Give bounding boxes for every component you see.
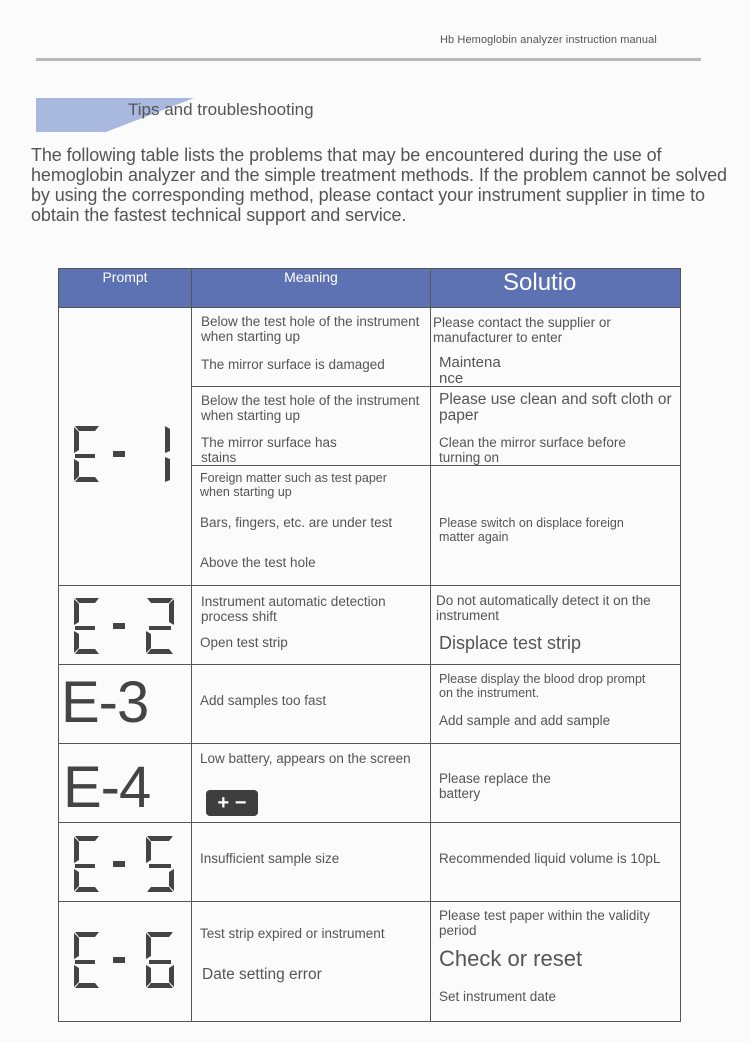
e1-meaning-3b: Bars, fingers, etc. are under test [200,515,393,530]
error-code-e1-display [73,424,183,484]
e6-solution-2: Check or reset [439,946,583,971]
table-row [59,308,681,387]
e6-solution [431,902,681,1022]
e1-meaning-3c: Above the test hole [200,555,316,570]
table-row [59,823,681,902]
table-row [59,586,681,665]
e6-solution-3: Set instrument date [439,989,557,1004]
e4-solution [431,744,681,823]
e1-solution-1b: Maintena nce [439,354,501,387]
prompt-e5-cell [59,823,192,902]
e1-meaning-2 [192,387,431,466]
e1-meaning-1 [192,308,431,387]
e1-solution-3a: Please switch on displace foreign matter again [439,516,624,544]
header-rule [36,58,701,61]
prompt-e4-cell [59,744,192,823]
e6-meaning-1: Test strip expired or instrument [200,926,385,941]
e3-solution-2: Add sample and add sample [439,713,611,728]
prompt-e1-cell [59,308,192,586]
table-row [59,744,681,823]
header-meaning: Meaning [192,269,431,308]
section-tab-marker [36,98,106,132]
e6-solution-1: Please test paper within the validity period [439,908,650,938]
header-prompt: Prompt [59,269,192,308]
e5-solution-1: Recommended liquid volume is 10pL [439,851,661,866]
table-row [59,902,681,1022]
troubleshooting-table [58,268,681,1022]
e1-meaning-3a: Foreign matter such as test paper when starting up [200,471,387,499]
e2-solution-1: Do not automatically detect it on the instrument [436,593,651,623]
page-header-title: Hb Hemoglobin analyzer instruction manual [440,34,657,46]
prompt-e3-cell [59,665,192,744]
e1-solution-1 [431,308,681,387]
prompt-e6-cell [59,902,192,1022]
e1-meaning-1b: The mirror surface is damaged [201,357,385,372]
e1-meaning-2b: The mirror surface has stains [201,435,337,465]
header-solution: Solutio [431,269,681,308]
e3-solution [431,665,681,744]
e2-meaning-2: Open test strip [200,635,288,650]
e3-meaning [192,665,431,744]
e2-solution [431,586,681,665]
e1-solution-1a: Please contact the supplier or manufacturer to enter [433,315,611,345]
e2-meaning [192,586,431,665]
e3-meaning-1: Add samples too fast [200,693,327,708]
prompt-e3-code: E-3 [61,670,149,735]
table-row [59,665,681,744]
e1-solution-2b: Clean the mirror surface before turning on [439,435,626,465]
table-header-row [59,269,681,308]
e1-solution-2a: Please use clean and soft cloth or paper [439,391,672,424]
e3-solution-1: Please display the blood drop prompt on the instrument. [439,672,646,700]
e1-meaning-2a: Below the test hole of the instrument when starting up [201,393,420,423]
e4-meaning [192,744,431,823]
battery-icon: + − [206,790,258,816]
error-code-e6-display [73,930,183,990]
e5-solution [431,823,681,902]
intro-paragraph: The following table lists the problems that may be encountered during the use of hemoglobin analyzer and the simple treatment methods. If the problem cannot be solved by using the corresponding method, please contact your instrument supplier in time to obtain the fastest technical support and service. [31,145,727,225]
e6-meaning [192,902,431,1022]
e5-meaning-1: Insufficient sample size [200,851,340,866]
e1-solution-3 [431,466,681,586]
e4-solution-1: Please replace the battery [439,771,551,801]
error-code-e2-display [73,596,183,656]
section-title: Tips and troubleshooting [128,100,314,119]
prompt-e2-cell [59,586,192,665]
e4-meaning-1: Low battery, appears on the screen [200,751,411,766]
e1-meaning-3 [192,466,431,586]
prompt-e4-code: E-4 [63,755,151,820]
e1-meaning-1a: Below the test hole of the instrument when starting up [201,314,420,344]
e5-meaning [192,823,431,902]
e2-meaning-1: Instrument automatic detection process shift [201,594,386,624]
error-code-e5-display [73,834,183,894]
e2-solution-2: Displace test strip [439,633,582,653]
e6-meaning-2: Date setting error [202,966,322,983]
e1-solution-2 [431,387,681,466]
